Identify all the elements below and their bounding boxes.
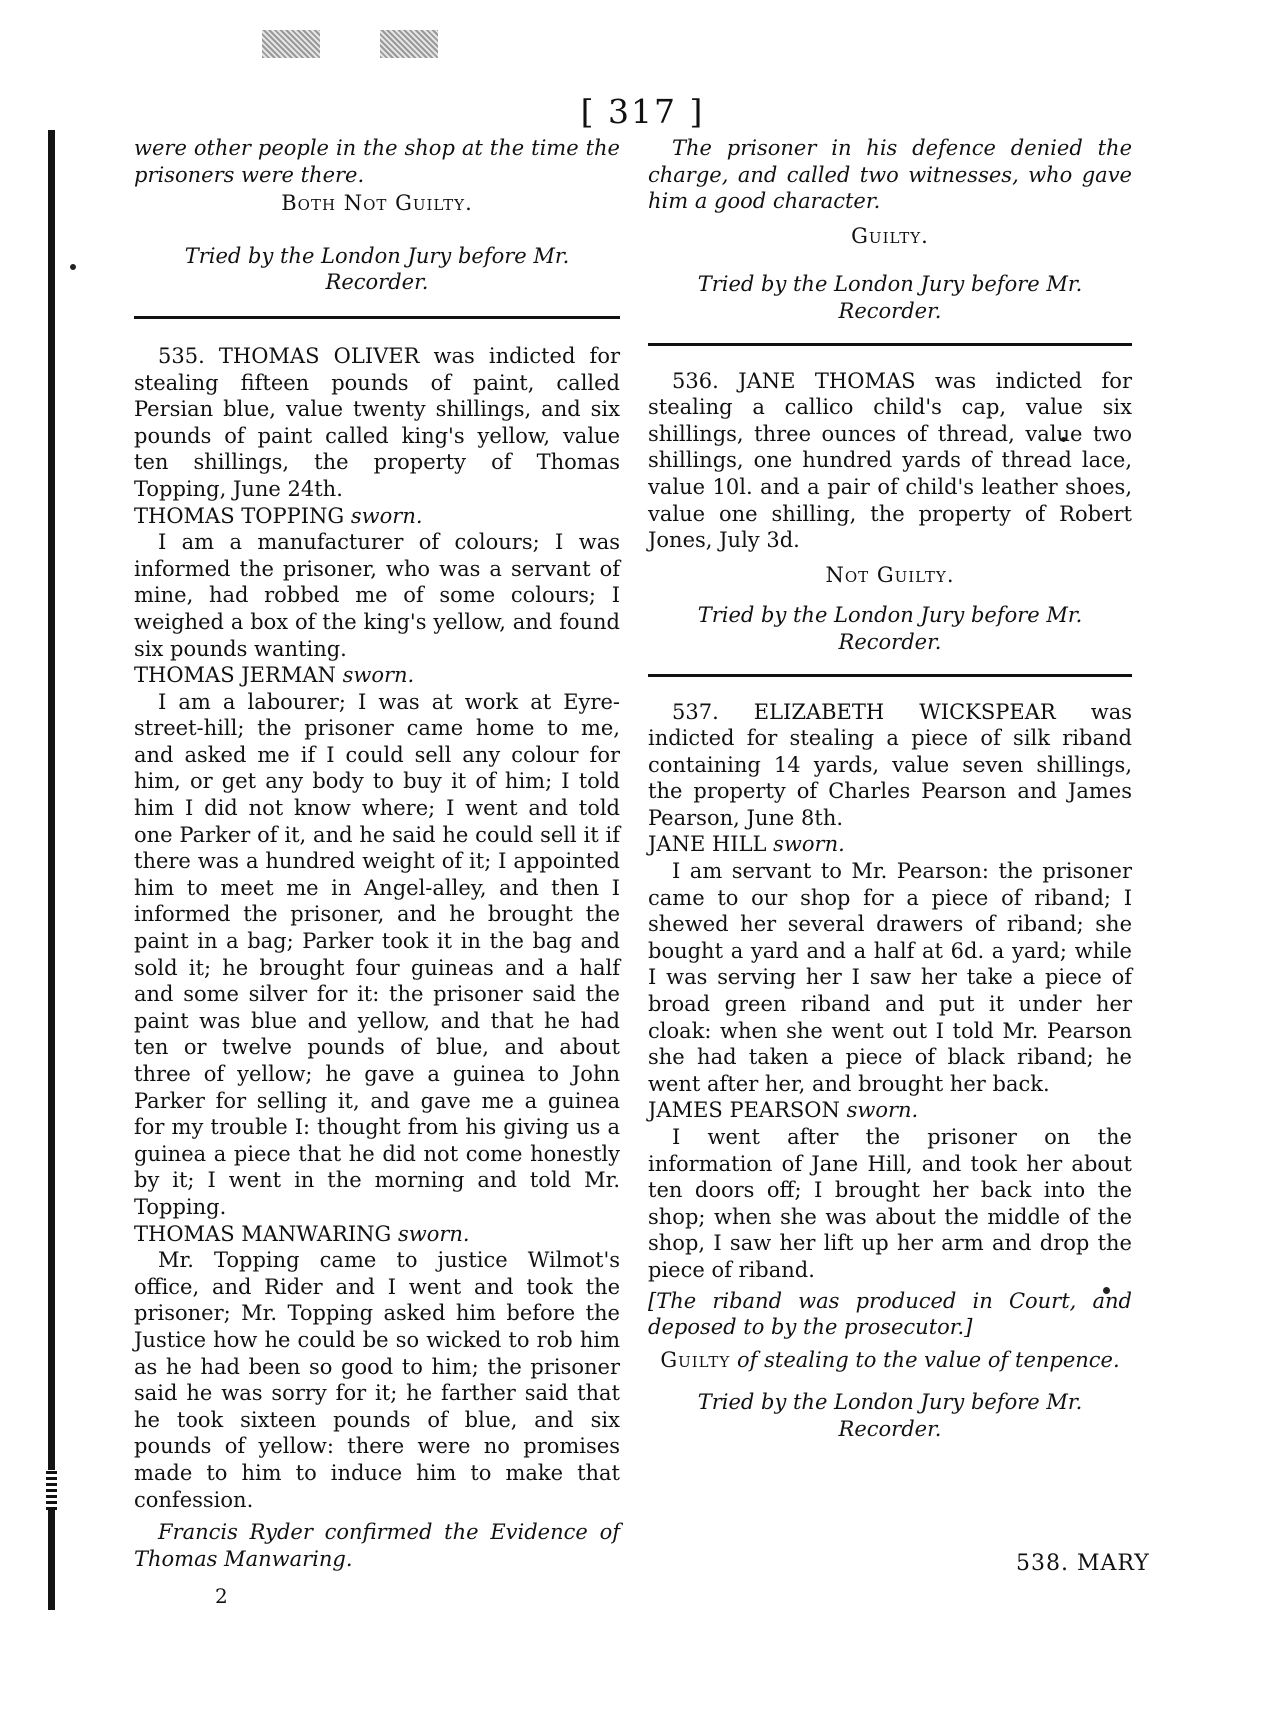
continued-text: were other people in the shop at the time the prisoners were there. xyxy=(134,136,620,187)
verdict-partial-guilty xyxy=(648,1347,1132,1374)
case-536-indictment: 536. JANE THOMAS was indicted for stealing a callico child's cap, value six shillings, three ounces of thread, value two shillings, one hundred yards of thread lace, value 10l. and a pair of child's leather shoes, value one shilling, the property of Robert Jones, July 3d. xyxy=(648,368,1132,553)
witness-name: JANE HILL xyxy=(648,832,767,857)
catchword: 538. MARY xyxy=(1016,1551,1150,1576)
closing-evidence-note: Francis Ryder confirmed the Evidence of Thomas Manwaring. xyxy=(134,1520,620,1571)
witness-sworn: sworn. xyxy=(350,503,423,528)
court-note: [The riband was produced in Court, and deposed to by the prosecutor.] xyxy=(648,1288,1132,1340)
verdict-guilty: Guilty. xyxy=(851,223,929,248)
scan-edge-rule xyxy=(48,130,55,1610)
witness-name: THOMAS JERMAN xyxy=(134,663,336,688)
witness-heading xyxy=(134,503,620,530)
signature-mark: 2 xyxy=(215,1584,228,1608)
defence-text: The prisoner in his defence denied the charge, and called two witnesses, who gave him a good character. xyxy=(648,136,1132,214)
case-537-indictment: 537. ELIZABETH WICKSPEAR was indicted for stealing a piece of silk riband containing 14 yards, value seven shillings, the property of Charles Pearson and James Pearson, June 8th. xyxy=(648,699,1132,830)
tried-by-line: Tried by the London Jury before Mr. Recorder. xyxy=(184,243,570,295)
verdict-not-guilty: Not Guilty. xyxy=(825,562,955,587)
case-535-indictment: 535. THOMAS OLIVER was indicted for stealing fifteen pounds of paint, called Persian blue, value twenty shillings, and six pounds of paint called king's yellow, value ten shillings, the property of Thomas Topping, June 24th. xyxy=(134,343,620,501)
page-number: [ 317 ] xyxy=(580,92,705,131)
witness-heading xyxy=(134,1221,620,1248)
witness-heading xyxy=(134,662,620,689)
witness-testimony: I am a labourer; I was at work at Eyre-street-hill; the prisoner came home to me, and asked me if I could sell any colour for him, or get any body to buy it of him; I told him I did not know where; I went and told one Parker of it, and he said he could sell it if there was a hundred weight of it; I appointed him to meet me in Angel-alley, and then I informed the prisoner, and he brought the paint in a bag; Parker took it in the bag and sold it; he brought four guineas and a half and some silver for it: the prisoner said the paint was blue and yellow, and that he had ten or twelve pounds of blue, and about three of yellow; he gave a guinea to John Parker for selling it, and gave me a guinea for my trouble I: thought from his giving us a guinea a piece that he did not come honestly by it; I went in the morning and told Mr. Topping. xyxy=(134,689,620,1219)
tried-by-line: Tried by the London Jury before Mr. Recorder. xyxy=(697,272,1083,323)
witness-sworn: sworn. xyxy=(397,1221,470,1246)
witness-testimony: I am a manufacturer of colours; I was informed the prisoner, who was a servant of mine, had robbed me of some colours; I weighed a box of the king's yellow, and found six pounds wanting. xyxy=(134,530,620,661)
verdict-label: Guilty xyxy=(660,1347,731,1372)
ink-speck xyxy=(70,264,76,270)
section-divider xyxy=(648,343,1132,346)
witness-heading xyxy=(648,1097,1132,1124)
scan-edge-rule xyxy=(46,1470,57,1510)
witness-testimony: I am servant to Mr. Pearson: the prisoner came to our shop for a piece of riband; I shewed her several drawers of riband; she bought a yard and a half at 6d. a yard; while I was serving her I saw her take a piece of broad green riband and put it under her cloak: when she went out I told Mr. Pearson she had taken a piece of black riband; he went after her, and brought her back. xyxy=(648,859,1132,1096)
scan-artifact xyxy=(262,30,320,58)
witness-testimony: I went after the prisoner on the information of Jane Hill, and took her about ten doors off; I brought her back into the shop; when she was about the middle of the shop, I saw her lift up her arm and drop the piece of riband. xyxy=(648,1125,1132,1282)
section-divider xyxy=(134,316,620,319)
verdict-detail: of stealing to the value of tenpence. xyxy=(737,1347,1120,1372)
witness-sworn: sworn. xyxy=(846,1098,919,1123)
witness-name: JAMES PEARSON xyxy=(648,1098,840,1123)
witness-heading xyxy=(648,831,1132,858)
right-column xyxy=(648,135,1132,1443)
scan-artifact xyxy=(380,30,438,58)
section-divider xyxy=(648,674,1132,677)
tried-by-line: Tried by the London Jury before Mr. Recorder. xyxy=(697,603,1083,654)
witness-name: THOMAS MANWARING xyxy=(134,1221,392,1246)
tried-by-line: Tried by the London Jury before Mr. Recorder. xyxy=(697,1390,1083,1441)
verdict-both-not-guilty: Both Not Guilty. xyxy=(281,191,473,216)
left-column xyxy=(134,135,620,1572)
witness-testimony: Mr. Topping came to justice Wilmot's office, and Rider and I went and took the prisoner; Mr. Topping asked him before the Justice how he could be so wicked to rob him as he had been so good to him; the prisoner said he was sorry for it; he farther said that he took sixteen pounds of blue, and six pounds of yellow: there were no promises made to him to induce him to make that confession. xyxy=(134,1248,620,1512)
witness-name: THOMAS TOPPING xyxy=(134,503,345,528)
witness-sworn: sworn. xyxy=(773,832,845,857)
witness-sworn: sworn. xyxy=(342,663,415,688)
